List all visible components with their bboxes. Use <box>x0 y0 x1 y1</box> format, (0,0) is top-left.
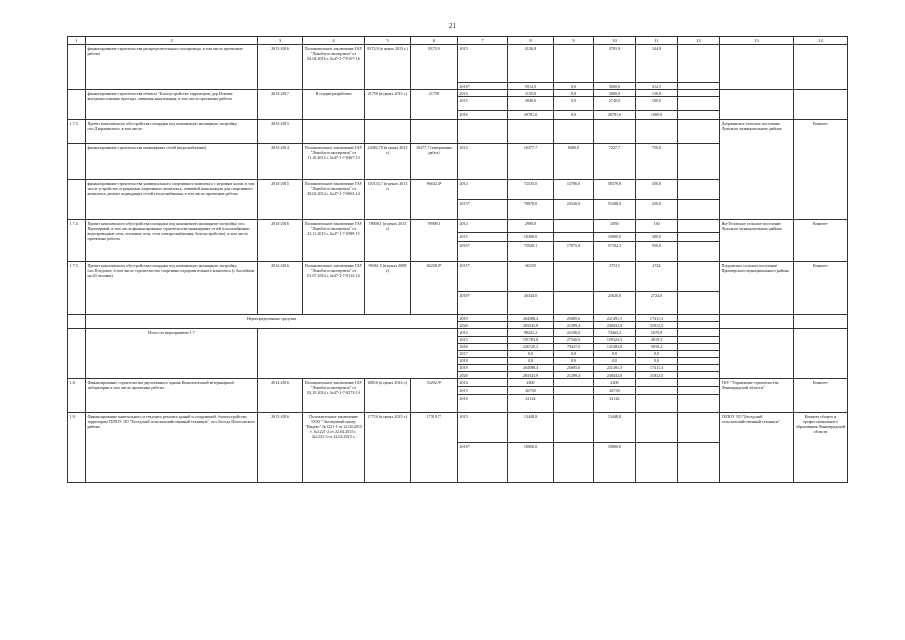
municipal-cell <box>636 387 678 395</box>
municipal-cell: 0,0 <box>636 350 678 357</box>
extra-cell <box>678 336 720 343</box>
regional-cell: 159324,5 <box>594 336 636 343</box>
conclusion-cell: Положительное заключение ГАУ "Леноблгосэкспертиза" от 04.04.2016 г. №47-1-7-0107-16 <box>303 45 365 90</box>
item-number-cell: 1.7.4 <box>68 220 86 262</box>
municipal-cell: 750,0 <box>636 144 678 180</box>
total-cell: 2840,0 <box>508 97 554 111</box>
federal-cell <box>554 292 594 315</box>
municipal-cell: 450,0 <box>636 180 678 200</box>
year-cell: 2015 <box>458 233 508 242</box>
remain-cell: 17319,7⁷ <box>411 413 458 483</box>
header-cell: 5 <box>365 37 411 45</box>
period-cell: 2013-2015 <box>258 120 303 144</box>
remain-cell: 60238,9⁹ <box>411 262 458 315</box>
regional-cell: 41142 <box>594 395 636 413</box>
cost-cell: 110133,7 (в ценах 2013 г.) <box>365 180 411 220</box>
item-number-cell: 1.8. <box>68 379 86 413</box>
total-cell: 283543,9 <box>508 322 554 329</box>
period-cell: 2013-2014 <box>258 144 303 180</box>
year-cell: 2015* <box>458 200 508 220</box>
year-cell: 2014 <box>458 90 508 97</box>
header-cell: 2 <box>86 37 258 45</box>
description-cell: Финансирование строительства двухэтажного здания Кингисеппской ветеринарной лаборатории в том числе проектные работы <box>86 379 258 413</box>
total-label: Итого по мероприятию 1.7 <box>86 329 258 379</box>
total-cell: 264588,4 <box>508 364 554 371</box>
role-cell: Комитет <box>794 379 848 413</box>
municipal-cell: 5810,2 <box>636 343 678 350</box>
regional-cell: 23620,0 <box>594 292 636 315</box>
municipal-cell: 0,0 <box>636 357 678 364</box>
regional-cell: 3000,0 <box>594 90 636 97</box>
item-number-cell: 1.7.3. <box>68 120 86 144</box>
item-number-cell: 1.9. <box>68 413 86 483</box>
year-cell: 2015 <box>458 336 508 343</box>
regional-cell: 13448,8 <box>594 413 636 443</box>
header-cell: 11 <box>636 37 678 45</box>
extra-cell <box>678 443 720 483</box>
municipal-cell <box>636 443 678 483</box>
item-number-cell <box>68 90 86 120</box>
municipal-cell <box>636 379 678 387</box>
executor-cell <box>720 315 794 329</box>
executor-cell: Ям-Тесовское сельское поселение Лужского муниципального района <box>720 220 794 262</box>
year-cell: 2020 <box>458 322 508 329</box>
total-cell: 0,0 <box>508 357 554 364</box>
extra-cell <box>678 242 720 262</box>
federal-cell: 0,0 <box>554 97 594 111</box>
total-cell: 26344,0 <box>508 292 554 315</box>
item-number-cell <box>68 45 86 90</box>
total-cell: 16377,7 <box>508 144 554 180</box>
regional-cell: 10000,0 <box>594 233 636 242</box>
municipal-cell: 130 <box>636 220 678 233</box>
regional-cell: 230432,0 <box>594 372 636 379</box>
total-cell: 72535,0 <box>508 180 554 200</box>
empty-cell <box>258 329 458 379</box>
header-cell: 1 <box>68 37 86 45</box>
municipal-cell: 31812,5 <box>636 372 678 379</box>
header-cell: 4 <box>303 37 365 45</box>
remain-cell: 78908,1 <box>411 220 458 262</box>
regional-cell: 141483,0 <box>594 343 636 350</box>
total-cell: 13448,8 <box>508 413 554 443</box>
municipal-cell <box>636 395 678 413</box>
table-row <box>68 413 848 443</box>
header-cell: 14 <box>794 37 848 45</box>
municipal-cell: 31812,5 <box>636 322 678 329</box>
federal-cell <box>554 220 594 233</box>
extra-cell <box>678 233 720 242</box>
role-cell: Комитет общего и профессионального образования Ленинградской области <box>794 413 848 483</box>
extra-cell <box>678 292 720 315</box>
header-cell: 9 <box>554 37 594 45</box>
role-cell <box>794 90 848 120</box>
year-cell: 2014 <box>458 379 508 387</box>
item-number-cell <box>68 315 86 329</box>
remain-cell: 16377,7 (завершение работ) <box>411 144 458 180</box>
regional-cell: 28781,6 <box>594 111 636 120</box>
header-cell: 10 <box>594 37 636 45</box>
executor-cell: Дзержинское сельское поселение Лужского муниципального района <box>720 120 794 220</box>
extra-cell <box>678 395 720 413</box>
year-cell: 2016 <box>458 343 508 350</box>
extra-cell <box>678 220 720 233</box>
cost-cell: 17716 (в ценах 2015 г.) <box>365 413 411 483</box>
regional-cell: 2400 <box>594 379 636 387</box>
regional-cell: 2740,0 <box>594 97 636 111</box>
empty-cell <box>458 120 508 144</box>
remain-cell: 53292,9⁶ <box>411 379 458 413</box>
year-cell: 2014 <box>458 180 508 200</box>
regional-cell: 55288,0 <box>594 200 636 220</box>
extra-cell <box>678 350 720 357</box>
extra-cell <box>678 45 720 83</box>
cost-cell: 8373,9 (в ценах 2015 г.) <box>365 45 411 90</box>
municipal-cell: 950,0 <box>636 242 678 262</box>
year-cell: 2017 <box>458 350 508 357</box>
table-row <box>68 315 848 322</box>
total-cell: 18000,0 <box>508 443 554 483</box>
municipal-cell: 1670,0 <box>636 329 678 336</box>
total-cell: 78078,0 <box>508 200 554 220</box>
role-cell <box>794 315 848 329</box>
total-cell: 2980,0 <box>508 220 554 233</box>
total-cell: 4126,8 <box>508 45 554 83</box>
federal-cell: 79427,0 <box>554 343 594 350</box>
year-cell: 2015* <box>458 262 508 292</box>
year-cell: 2016 <box>458 395 508 413</box>
municipal-cell <box>636 413 678 443</box>
conclusion-cell: Положительное заключение ГАУ "Леноблгосэкспертиза" от 23.11.2015 г. №47-1-7-0589-15 <box>303 220 365 262</box>
year-cell: 2016* <box>458 83 508 90</box>
regional-cell: 57515 <box>594 262 636 292</box>
regional-cell: 221491,5 <box>594 364 636 371</box>
federal-cell: 21299,4 <box>554 372 594 379</box>
year-cell: 2016* <box>458 443 508 483</box>
unallocated-label: Нераспределенные средства <box>86 315 458 329</box>
extra-cell <box>678 111 720 120</box>
regional-cell: 74465,2 <box>594 329 636 336</box>
total-cell: 2400 <box>508 379 554 387</box>
conclusion-cell: Положительное заключение ГАУ "Леноблгосэкспертиза" от 02.10.2014 г. №47-1-7-0273-14 <box>303 379 365 413</box>
year-cell: 2016 <box>458 111 508 120</box>
remain-cell: 21750 <box>411 90 458 120</box>
conclusion-cell: Положительное заключение ГАУ "Леноблгосэкспертиза" от 01.07.2014 г. №47-1-7-0112-14 <box>303 262 365 315</box>
program-table <box>67 36 848 483</box>
role-cell <box>794 329 848 379</box>
item-number-cell: 1.7.5. <box>68 262 86 315</box>
total-cell: 26730 <box>508 387 554 395</box>
total-cell: 264588,4 <box>508 315 554 322</box>
federal-cell <box>554 379 594 387</box>
conclusion-cell: В стадии разработки <box>303 90 365 120</box>
description-cell: Проект комплексного обустройства площадки под компактную жилищную застройку, пос.Дзержинского, в том числе: <box>86 120 258 144</box>
description-cell: Проект комплексного обустройства площадки под компактную жилищную застройку, пос. Приозерный, в том числе финансирование строительства инженерных сетей (газоснабжение, водопроводные сети, тепловые сети, сети электроснабжения, благоустройство), в том числе проектные работы <box>86 220 258 262</box>
item-number-cell <box>68 180 86 220</box>
header-cell: 3 <box>258 37 303 45</box>
extra-cell <box>678 329 720 336</box>
extra-cell <box>678 413 720 443</box>
table-row <box>68 379 848 387</box>
extra-cell <box>678 315 720 322</box>
federal-cell: 0,0 <box>554 357 594 364</box>
extra-cell <box>678 90 720 97</box>
regional-cell: 2850 <box>594 220 636 233</box>
period-cell: 2015-2016 <box>258 45 303 90</box>
federal-cell <box>554 413 594 443</box>
extra-cell <box>678 343 720 350</box>
total-cell: 10300,0 <box>508 233 554 242</box>
municipal-cell: 2724,0 <box>636 292 678 315</box>
description-cell: Проект комплексного обустройства площадки под компактную жилищную застройку, пос.Плодовое, в том числе строительство спортивно-оздоровительного комплекса (с бассейном на 40 человек) <box>86 262 258 315</box>
year-cell: 2014 <box>458 144 508 180</box>
municipal-cell: 250,0 <box>636 200 678 220</box>
federal-cell: 22106,0 <box>554 329 594 336</box>
municipal-cell: 17411,3 <box>636 315 678 322</box>
extra-cell <box>678 379 720 387</box>
extra-cell <box>678 262 720 292</box>
year-cell: 2019 <box>458 315 508 322</box>
municipal-cell: 100,0 <box>636 97 678 111</box>
cost-cell: 96361,5 (в ценах 2008 г.) <box>365 262 411 315</box>
cost-cell: 68016 (в ценах 2014 г.) <box>365 379 411 413</box>
executor-cell <box>720 329 794 379</box>
period-cell: 2015-2016 <box>258 413 303 483</box>
regional-cell: 26730 <box>594 387 636 395</box>
executor-cell: ГБПОУ ЛО "Беседский сельскохозяйственный техникум" <box>720 413 794 483</box>
municipal-cell: 150,0 <box>636 90 678 97</box>
federal-cell <box>554 443 594 483</box>
regional-cell: 0,0 <box>594 350 636 357</box>
table-row <box>68 90 848 97</box>
total-cell: 75928,1 <box>508 242 554 262</box>
conclusion-cell: Положительное заключение ГАУ "Леноблгосэкспертиза" от 11.10.2013 г. №47-1-7-0467-13 <box>303 144 365 180</box>
municipal-cell: 2724 <box>636 262 678 292</box>
total-cell: 98241,2 <box>508 329 554 336</box>
empty-cell <box>365 120 411 144</box>
year-cell: 2015 <box>458 413 508 443</box>
empty-cell <box>678 120 720 144</box>
item-number-cell <box>68 329 86 379</box>
federal-cell: 21299,4 <box>554 322 594 329</box>
table-row <box>68 262 848 292</box>
empty-cell <box>508 120 554 144</box>
table-row <box>68 329 848 336</box>
description-cell: финансирование строительства распределительного газопровода, в том числе проектные работы <box>86 45 258 90</box>
federal-cell: 27540,0 <box>554 336 594 343</box>
item-number-cell <box>68 144 86 180</box>
total-cell: 191783,8 <box>508 336 554 343</box>
role-cell <box>794 45 848 90</box>
period-cell: 2014-2017 <box>258 90 303 120</box>
municipal-cell: 344,9 <box>636 45 678 83</box>
total-cell: 41142 <box>508 395 554 413</box>
header-cell: 13 <box>720 37 794 45</box>
year-cell: 2016* <box>458 242 508 262</box>
year-cell: 2015 <box>458 97 508 111</box>
extra-cell <box>678 387 720 395</box>
year-cell: 2018 <box>458 357 508 364</box>
federal-cell <box>554 395 594 413</box>
year-cell: 2019 <box>458 364 508 371</box>
municipal-cell: 312,5 <box>636 83 678 90</box>
executor-cell <box>720 90 794 120</box>
year-cell: 2015 <box>458 45 508 83</box>
federal-cell <box>554 233 594 242</box>
period-cell: 2014-2016 <box>258 379 303 413</box>
year-cell: 2015 <box>458 387 508 395</box>
federal-cell <box>554 45 594 83</box>
year-cell: 2014 <box>458 329 508 336</box>
cost-cell: 21750 (в ценах 2015 г.) <box>365 90 411 120</box>
table-row <box>68 220 848 233</box>
federal-cell: 22540,0 <box>554 200 594 220</box>
total-cell: 0,0 <box>508 350 554 357</box>
extra-cell <box>678 83 720 90</box>
header-row <box>68 37 848 45</box>
federal-cell: 0,0 <box>554 111 594 120</box>
empty-cell <box>303 120 365 144</box>
executor-cell: ГКУ "Управление строительства Ленинградской области" <box>720 379 794 413</box>
federal-cell: 0,0 <box>554 83 594 90</box>
header-cell: 6 <box>411 37 458 45</box>
extra-cell <box>678 200 720 220</box>
federal-cell: 17875,8 <box>554 242 594 262</box>
header-cell: 12 <box>678 37 720 45</box>
federal-cell: 13706,0 <box>554 180 594 200</box>
regional-cell: 3781,9 <box>594 45 636 83</box>
page-number: 21 <box>449 22 456 30</box>
executor-cell: Плодовское сельское поселение Приозерского муниципального района <box>720 262 794 315</box>
role-cell: Комитет <box>794 262 848 315</box>
regional-cell: 221491,5 <box>594 315 636 322</box>
federal-cell <box>554 262 594 292</box>
description-cell: финансирование строительства универсального спортивного комплекса с игровым залом, в том числе устройство ограждения спортивного комплекса, ливневой канализации для спортивного комплекса, ремонт подводящих сетей теплоснабжения, в том числе проектные работы <box>86 180 258 220</box>
federal-cell: 25685,6 <box>554 315 594 322</box>
total-cell: 5912,5 <box>508 83 554 90</box>
table-row <box>68 45 848 83</box>
regional-cell: 0,0 <box>594 357 636 364</box>
table-row <box>68 120 848 144</box>
regional-cell: 5600,0 <box>594 83 636 90</box>
extra-cell <box>678 180 720 200</box>
description-cell: финансирование строительства инженерных сетей (водоснабжение) <box>86 144 258 180</box>
municipal-cell: 4919,3 <box>636 336 678 343</box>
regional-cell: 230432,0 <box>594 322 636 329</box>
conclusion-cell: Положительное заключение ГАУ "Леноблгосэкспертиза" от 28.02.2014 г. №47-1-7-0063-14 <box>303 180 365 220</box>
federal-cell: 25685,6 <box>554 364 594 371</box>
regional-cell: 57102,3 <box>594 242 636 262</box>
federal-cell <box>554 387 594 395</box>
empty-cell <box>636 120 678 144</box>
extra-cell <box>678 97 720 111</box>
role-cell: Комитет <box>794 120 848 220</box>
description-cell: финансирование строительства объекта "Благоустройство территории, дер.Искомя: внутрипоселковые проезды, ливневая канализация, в том числе проектные работы <box>86 90 258 120</box>
remain-cell: 8373,9 <box>411 45 458 90</box>
municipal-cell: 1000,0 <box>636 111 678 120</box>
year-cell: 2016* <box>458 292 508 315</box>
description-cell: Финансирование капитального и текущего ремонта зданий и сооружений, благоустройство территории ГБПОУ ЛО "Беседский сельскохозяйственный техникум", пос.Беседа Волосовского района <box>86 413 258 483</box>
period-cell: 2014-2015 <box>258 180 303 220</box>
empty-cell <box>411 120 458 144</box>
federal-cell: 0,0 <box>554 350 594 357</box>
total-cell: 60239 <box>508 262 554 292</box>
header-cell: 7 <box>458 37 508 45</box>
federal-cell: 8400,0 <box>554 144 594 180</box>
extra-cell <box>678 144 720 180</box>
executor-cell <box>720 45 794 90</box>
total-cell: 283543,9 <box>508 372 554 379</box>
total-cell: 3150,0 <box>508 90 554 97</box>
role-cell: Комитет <box>794 220 848 262</box>
extra-cell <box>678 364 720 371</box>
cost-cell: 23482,78 (в ценах 2013 г.) <box>365 144 411 180</box>
regional-cell: 18000,0 <box>594 443 636 483</box>
year-cell: 2020 <box>458 372 508 379</box>
conclusion-cell: Положительное заключение ООО "Экспертный центр "Индекс" №1221-1 от 22.04.2015 г. №1221-2 от 22.04.2015 г. №1221-3 от 22.04.2015 г. <box>303 413 365 483</box>
period-cell: 2012-2016 <box>258 262 303 315</box>
header-cell: 8 <box>508 37 554 45</box>
total-cell: 29781,6 <box>508 111 554 120</box>
regional-cell: 7227,7 <box>594 144 636 180</box>
empty-cell <box>554 120 594 144</box>
cost-cell: 78908,1 (в ценах 2015 г.) <box>365 220 411 262</box>
year-cell: 2014 <box>458 220 508 233</box>
empty-cell <box>594 120 636 144</box>
municipal-cell: 300,0 <box>636 233 678 242</box>
period-cell: 2014-2016 <box>258 220 303 262</box>
total-cell: 226720,2 <box>508 343 554 350</box>
federal-cell: 0,0 <box>554 90 594 97</box>
municipal-cell: 17411,3 <box>636 364 678 371</box>
extra-cell <box>678 322 720 329</box>
extra-cell <box>678 357 720 364</box>
regional-cell: 58379,8 <box>594 180 636 200</box>
extra-cell <box>678 372 720 379</box>
remain-cell: 96632,4⁸ <box>411 180 458 220</box>
